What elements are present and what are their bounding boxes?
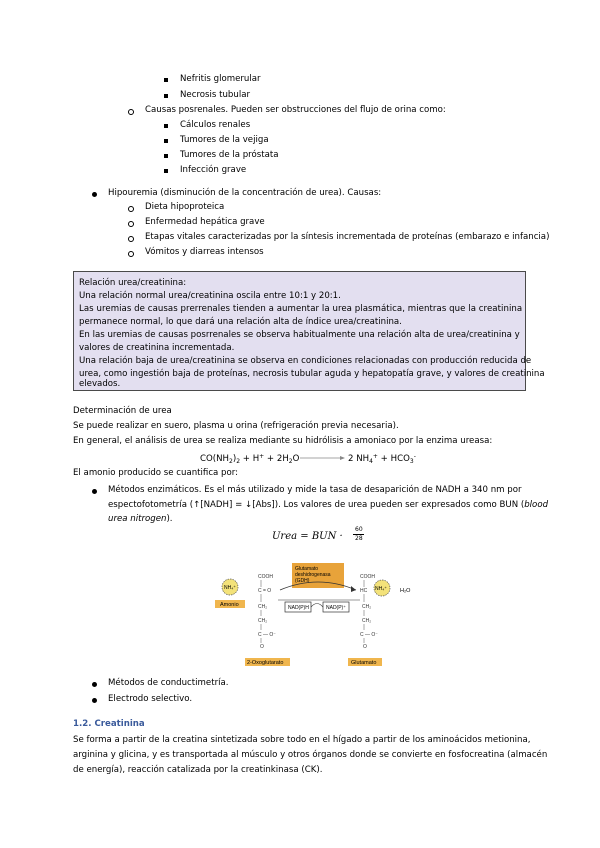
disc-bullet [92,698,97,703]
oxoglutarate-structure [258,574,276,650]
amonio-label: Amonio [220,602,239,608]
svg-text:C — O⁻: C — O⁻ [258,632,276,638]
list-item: Métodos enzimáticos. Es el más utilizado y mide la tasa de desaparición de NADH a 340 nm por [108,485,522,495]
square-bullet [164,139,168,143]
circle-bullet [128,251,134,257]
info-box-urea-creatinina [73,271,545,391]
svg-text:CH₂: CH₂ [258,618,268,624]
paragraph-line: de energía), reacción catalizada por la creatinkinasa (CK). [73,765,323,775]
square-bullet [164,124,168,128]
box-line: Las uremias de causas prerrenales tienden a aumentar la urea plasmática, mientras que la creatinina [79,304,523,314]
section-heading-creatinina: 1.2. Creatinina [73,719,145,729]
list-item: Tumores de la vejiga [180,135,269,145]
svg-text:O: O [260,644,264,650]
svg-text:CH₂: CH₂ [362,604,372,610]
box-line: Una relación baja de urea/creatinina se observa en condiciones relacionadas con producción reducida de [79,356,532,366]
reaction-left: $CO(NH_2)_2 + H^+ + 2H_2O$ [200,453,300,465]
svg-text:C — O⁻: C — O⁻ [360,632,378,638]
nh4-text-right: NH₄⁺ [375,586,387,592]
list-item: Infección grave [180,165,247,175]
square-bullet [164,78,168,82]
oxoglutarate-label: 2-Oxoglutarato [247,660,284,666]
square-bullet [164,169,168,173]
list-item: Nefritis glomerular [180,74,261,84]
glutamate-label: Glutamato [351,660,377,666]
svg-text:HC: HC [360,588,368,594]
h2o-label: H₂O [400,588,411,594]
list-item: Tumores de la próstata [180,150,279,160]
svg-text:COOH: COOH [258,574,273,580]
list-item: Vómitos y diarreas intensos [145,247,264,257]
nadp-label: NAD(P)⁺ [326,605,346,611]
box-line: urea, como ingestión baja de proteínas, necrosis tubular aguda y hepatopatía grave, y valores de creatinina [79,369,545,379]
circle-bullet [128,221,134,227]
reaction-arrow [300,455,345,461]
square-bullet [164,94,168,98]
list-item-cont: espectofotometría (↑[NADH] = ↓[Abs]). Los valores de urea pueden ser expresados como BUN (blood [108,500,549,510]
svg-text:COOH: COOH [360,574,375,580]
paragraph-line: Se puede realizar en suero, plasma u orina (refrigeración previa necesaria). [73,421,399,431]
section-title: Determinación de urea [73,406,172,416]
circle-bullet [128,236,134,242]
nadph-label: NAD(P)H [288,605,309,611]
gdh-reaction-diagram [210,560,420,672]
nh4-text: NH₄⁺ [224,585,236,591]
box-title: Relación urea/creatinina: [79,278,187,288]
list-item: Métodos de conductimetría. [108,678,229,688]
svg-text:O: O [363,644,367,650]
box-line: valores de creatinina incrementada. [79,343,235,353]
box-line: En las uremias de causas posrrenales se observa habitualmente una relación alta de urea/creatinina y [79,330,520,340]
svg-text:CH₂: CH₂ [362,618,372,624]
list-item-cont: urea nitrogen). [108,514,173,524]
list-item: Hipouremia (disminución de la concentración de urea). Causas: [108,188,382,198]
box-line: elevados. [79,379,121,389]
reaction-right: 2 $NH_4^+ + HCO_3^-$ [348,453,416,465]
list-item: Electrodo selectivo. [108,694,193,704]
disc-bullet [92,682,97,687]
box-line: Una relación normal urea/creatinina oscila entre 10:1 y 20:1. [79,291,341,301]
svg-text:C = O: C = O [258,588,272,594]
disc-bullet [92,192,97,197]
list-item: Etapas vitales caracterizadas por la síntesis incrementada de proteínas (embarazo e infancia) [145,232,550,242]
box-line: permanece normal, lo que dará una relación alta de índice urea/creatinina. [79,317,402,327]
list-item: Necrosis tubular [180,90,251,100]
paragraph-line: El amonio producido se cuantifica por: [73,468,239,478]
circle-bullet [128,206,134,212]
disc-bullet [92,489,97,494]
list-item: Enfermedad hepática grave [145,217,265,227]
paragraph-line: En general, el análisis de urea se realiza mediante su hidrólisis a amoniaco por la enzima ureasa: [73,436,493,446]
paragraph-line: arginina y glicina, y es transportada al músculo y otros órganos donde se convierte en fosfocreatina (almacén [73,750,548,760]
square-bullet [164,154,168,158]
list-item: Dieta hipoproteica [145,202,225,212]
paragraph-line: Se forma a partir de la creatina sintetizada sobre todo en el hígado a partir de los aminoácidos metionina, [73,735,531,745]
svg-text:CH₂: CH₂ [258,604,268,610]
circle-bullet [128,109,134,115]
list-item: Cálculos renales [180,120,251,130]
enzyme-label: Glutamato deshidrogenasa (GDH) [295,566,331,584]
list-item: Causas posrenales. Pueden ser obstrucciones del flujo de orina como: [145,105,446,115]
